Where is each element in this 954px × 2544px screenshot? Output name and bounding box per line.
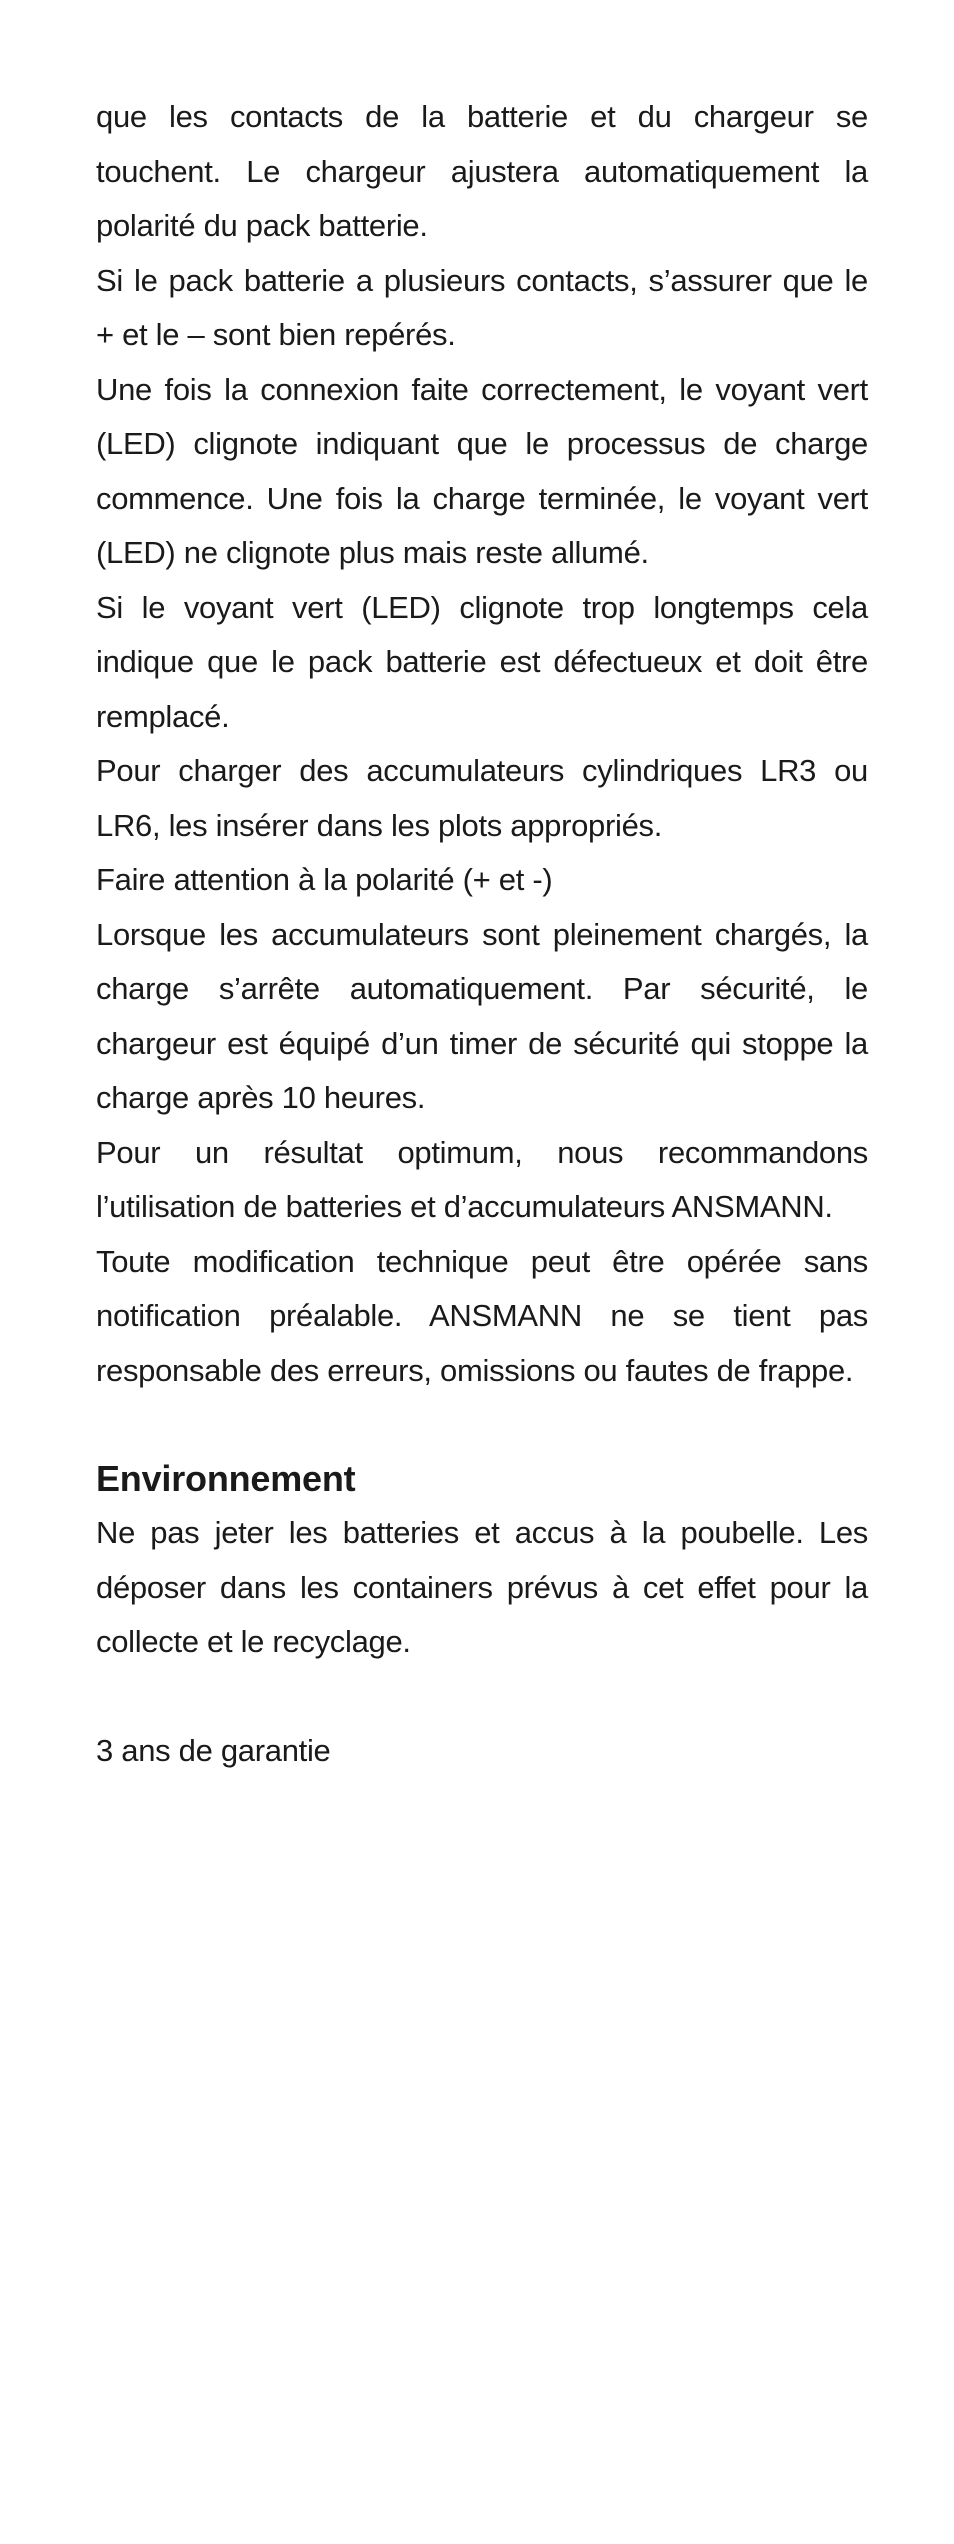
paragraph-led-charging: Une fois la connexion faite correctement, le voyant vert (LED) clignote indiquant que le processus de charge commence. Une fois la charge terminée, le voyant vert (LED) ne clignote plus mais reste allumé. bbox=[96, 371, 868, 570]
paragraph-disclaimer: Toute modification technique peut être opérée sans notification préalable. ANSMANN ne se tient pas responsable des erreurs, omissions ou fautes de frappe. bbox=[96, 1243, 868, 1388]
warranty-text: 3 ans de garantie bbox=[96, 1732, 331, 1768]
spacer bbox=[96, 1670, 868, 1724]
paragraph-environment: Ne pas jeter les batteries et accus à la poubelle. Les déposer dans les containers prévus à cet effet pour la collecte et le recyclage. bbox=[96, 1515, 868, 1659]
paragraph-polarity: Faire attention à la polarité (+ et -) bbox=[96, 862, 553, 897]
paragraph-cylindrical-cells: Pour charger des accumulateurs cylindriques LR3 ou LR6, les insérer dans les plots appropriés. bbox=[96, 753, 868, 843]
section-title-environment: Environnement bbox=[96, 1458, 356, 1499]
paragraph-led-defect: Si le voyant vert (LED) clignote trop longtemps cela indique que le pack batterie est défectueux et doit être remplacé. bbox=[96, 589, 868, 734]
paragraph-recommendation: Pour un résultat optimum, nous recommandons l’utilisation de batteries et d’accumulateurs ANSMANN. bbox=[96, 1134, 868, 1224]
paragraph-contacts: que les contacts de la batterie et du chargeur se touchent. Le chargeur ajustera automatiquement la polarité du pack batterie. bbox=[96, 99, 868, 243]
document-page bbox=[96, 90, 868, 1778]
paragraph-auto-stop: Lorsque les accumulateurs sont pleinement chargés, la charge s’arrête automatiquement. Par sécurité, le chargeur est équipé d’un timer de sécurité qui stoppe la charge après 10 heures. bbox=[96, 916, 868, 1115]
paragraph-multiple-contacts: Si le pack batterie a plusieurs contacts, s’assurer que le + et le – sont bien repérés. bbox=[96, 262, 868, 352]
